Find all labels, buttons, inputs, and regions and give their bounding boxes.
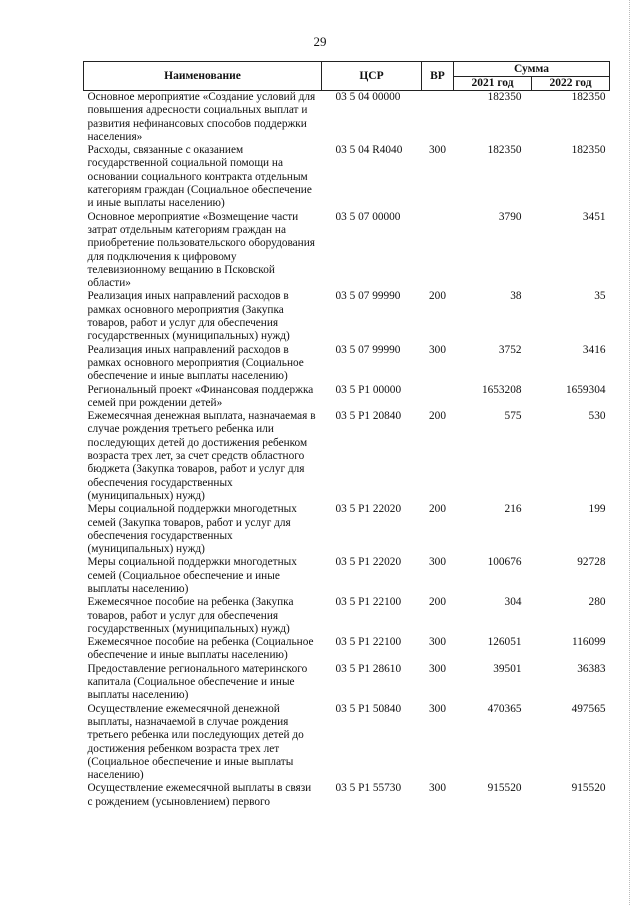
row-csr-cell: 03 5 07 00000 [335, 210, 401, 223]
row-name-cell: Осуществление ежемесячной денежной выплаты, назначаемой в случае рождения третьего ребенка или последующих детей до достижения ребенком возраста трех лет (Социальное обеспечение и иные выплаты населению) [87, 702, 304, 782]
row-name-cell: Предоставление регионального материнского капитала (Социальное обеспечение и иные выплаты населению) [87, 662, 308, 702]
row-vr-cell: 300 [429, 702, 446, 715]
row-2021-cell: 470365 [487, 702, 522, 715]
row-vr-cell [422, 384, 454, 411]
row-2021-cell: 182350 [487, 144, 522, 157]
table-row [84, 410, 610, 503]
table-row [84, 344, 610, 384]
table-row [84, 663, 610, 703]
page-number: 29 [313, 34, 327, 49]
header-vr: ВР [422, 62, 454, 91]
scan-edge-line [628, 0, 630, 905]
row-2022-cell: 199 [588, 503, 606, 516]
row-csr-cell: 03 5 07 99990 [335, 343, 401, 356]
row-name-cell: Ежемесячное пособие на ребенка (Закупка товаров, работ и услуг для обеспечения государственных (муниципальных) нужд) [87, 596, 294, 635]
header-sum: Сумма [454, 62, 610, 77]
row-2022-cell: 35 [594, 290, 606, 303]
row-2021-cell: 216 [504, 503, 522, 516]
row-csr-cell: 03 5 P1 28610 [335, 662, 402, 675]
row-2021-cell: 39501 [493, 662, 522, 675]
row-name-cell: Основное мероприятие «Создание условий для повышения адресности социальных выплат и развития нефинансовых способов поддержки населения» [87, 91, 316, 143]
row-vr-cell: 200 [429, 503, 446, 516]
row-name-cell: Ежемесячная денежная выплата, назначаемая в случае рождения третьего ребенка или последующих детей до достижения ребенком возраста трех лет, за счет средств областного бюджета (Закупка товаров, работ и услуг для обеспечения государственных (муниципальных) нужд) [87, 410, 316, 502]
table-body [84, 91, 610, 810]
header-csr: ЦСР [322, 62, 422, 91]
row-name-cell: Ежемесячное пособие на ребенка (Социальное обеспечение и иные выплаты населению) [87, 636, 314, 662]
table-row [84, 782, 610, 809]
row-2021-cell: 3752 [498, 343, 522, 356]
row-2021-cell: 304 [504, 596, 522, 609]
table-row [84, 596, 610, 636]
row-vr-cell: 200 [429, 596, 446, 609]
row-vr-cell [422, 211, 454, 291]
row-2021-cell: 3790 [498, 210, 522, 223]
row-csr-cell: 03 5 P1 55730 [335, 782, 402, 795]
table-row [84, 384, 610, 411]
table-row [84, 290, 610, 343]
budget-table [83, 61, 610, 809]
row-vr-cell: 200 [429, 410, 446, 423]
table-row [84, 703, 610, 783]
row-name-cell: Осуществление ежемесячной выплаты в связи с рождением (усыновлением) первого [87, 782, 312, 808]
row-csr-cell: 03 5 P1 22100 [335, 596, 402, 609]
row-2022-cell: 182350 [571, 144, 606, 157]
row-vr-cell: 300 [429, 662, 446, 675]
row-2021-cell: 126051 [487, 636, 522, 649]
row-vr-cell: 300 [429, 636, 446, 649]
row-2022-cell: 36383 [577, 662, 606, 675]
row-2022-cell: 1659304 [565, 383, 606, 396]
row-name-cell: Реализация иных направлений расходов в рамках основного мероприятия (Закупка товаров, работ и услуг для обеспечения государственных (муниципальных) нужд) [87, 290, 290, 343]
table-row [84, 211, 610, 291]
table-row [84, 91, 610, 145]
row-2022-cell: 280 [588, 596, 606, 609]
row-csr-cell: 03 5 04 R4040 [335, 144, 403, 157]
row-2021-cell: 1653208 [481, 383, 522, 396]
table-header [84, 62, 610, 91]
row-2022-cell: 92728 [577, 556, 606, 569]
row-2022-cell: 530 [588, 410, 606, 423]
row-name-cell: Основное мероприятие «Возмещение части затрат отдельным категориям граждан на приобретение пользовательского оборудования для подключения к цифровому телевизионному вещанию в Псковской области» [87, 210, 315, 290]
row-2022-cell: 182350 [571, 91, 606, 103]
row-vr-cell: 300 [429, 144, 446, 157]
row-csr-cell: 03 5 P1 20840 [335, 410, 402, 423]
row-csr-cell: 03 5 P1 50840 [335, 702, 402, 715]
table-row [84, 556, 610, 596]
header-year-2021: 2021 год [454, 77, 532, 91]
row-name-cell: Региональный проект «Финансовая поддержка семей при рождении детей» [87, 383, 314, 409]
row-2022-cell: 3451 [582, 210, 606, 223]
row-2021-cell: 100676 [487, 556, 522, 569]
row-name-cell: Расходы, связанные с оказанием государственной социальной помощи на основании социального контракта отдельным категориям граждан (Социальное обеспечение и иные выплаты населению) [87, 144, 312, 210]
row-csr-cell: 03 5 P1 22100 [335, 636, 402, 649]
row-csr-cell: 03 5 P1 00000 [335, 383, 402, 396]
row-2021-cell: 38 [510, 290, 522, 303]
row-csr-cell: 03 5 04 00000 [335, 91, 401, 103]
row-csr-cell: 03 5 P1 22020 [335, 503, 402, 516]
row-vr-cell [422, 91, 454, 145]
table-row [84, 636, 610, 663]
row-2021-cell: 915520 [487, 782, 522, 795]
row-2021-cell: 182350 [487, 91, 522, 103]
row-name-cell: Меры социальной поддержки многодетных семей (Социальное обеспечение и иные выплаты населению) [87, 556, 297, 595]
row-name-cell: Меры социальной поддержки многодетных семей (Закупка товаров, работ и услуг для обеспечения государственных (муниципальных) нужд) [87, 503, 297, 556]
table-row [84, 503, 610, 556]
row-2021-cell: 575 [504, 410, 522, 423]
header-name: Наименование [84, 62, 322, 91]
row-vr-cell: 300 [429, 556, 446, 569]
row-2022-cell: 915520 [571, 782, 606, 795]
table-row [84, 144, 610, 210]
row-vr-cell: 300 [429, 343, 446, 356]
row-2022-cell: 3416 [582, 343, 606, 356]
row-vr-cell: 200 [429, 290, 446, 303]
row-2022-cell: 116099 [572, 636, 606, 649]
row-csr-cell: 03 5 P1 22020 [335, 556, 402, 569]
row-vr-cell: 300 [429, 782, 446, 795]
header-year-2022: 2022 год [532, 77, 610, 91]
row-csr-cell: 03 5 07 99990 [335, 290, 401, 303]
row-2022-cell: 497565 [571, 702, 606, 715]
row-name-cell: Реализация иных направлений расходов в рамках основного мероприятия (Социальное обеспечение и иные выплаты населению) [87, 343, 304, 383]
